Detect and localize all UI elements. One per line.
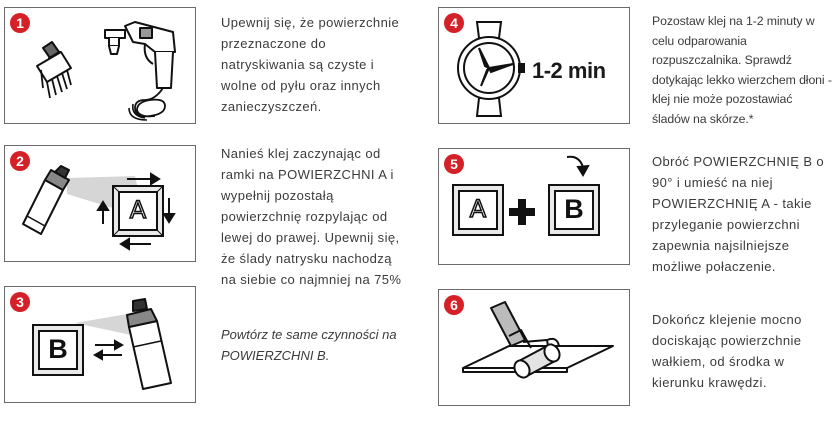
spray-can-icon [23, 166, 69, 234]
surface-b-letter: B [48, 334, 68, 364]
step-1-panel [4, 7, 196, 124]
duration-label: 1-2 min [532, 58, 606, 83]
step-4-text: Pozostaw klej na 1-2 minuty w celu odparowania rozpuszczalnika. Sprawdź dotykając lekko wierzchem dłoni - klej nie może pozostawiać śladów na skórze.* [652, 14, 832, 126]
surface-b-letter: B [564, 194, 584, 224]
arrows-icon [95, 341, 122, 359]
step-2-text: Nanieś klej zaczynając od ramki na POWIERZCHNI A i wypełnij pozostałą powierzchnię rozpylając od lewej do prawej. Upewnij się, że ślady natrysku nachodzą na siebie co najmniej na 75% [221, 146, 402, 287]
step-6-panel [438, 289, 630, 406]
rotate-arrow-icon [567, 157, 588, 175]
step-6-text: Dokończ klejenie mocno dociskając powierzchnie wałkiem, od środka w kierunku krawędzi. [652, 312, 802, 390]
step-3-illustration [5, 287, 197, 404]
brush-icon [37, 42, 71, 98]
spray-can-icon [127, 299, 171, 389]
step-3-text: Powtórz te same czynności na POWIERZCHNI B. [221, 327, 397, 363]
step-6-illustration [439, 290, 631, 407]
step-2-illustration [5, 146, 197, 263]
step-2-badge: 2 [10, 151, 30, 171]
surface-a-letter: A [469, 195, 487, 223]
roller-icon [463, 302, 613, 380]
step-3-panel [4, 286, 196, 403]
step-2-panel [4, 145, 196, 262]
step-4-panel [438, 7, 630, 124]
step-4-badge: 4 [444, 13, 464, 33]
step-5-text: Obróć POWIERZCHNIĘ B o 90° i umieść na niej POWIERZCHNIĘ A - takie przyleganie powierzchni zapewnia najsilniejsze możliwe połaczenie. [652, 154, 825, 274]
plus-icon [509, 199, 535, 225]
spray-gun-icon [105, 22, 175, 120]
watch-icon [458, 22, 524, 116]
step-1-badge: 1 [10, 13, 30, 33]
step-3-badge: 3 [10, 292, 30, 312]
step-1-text: Upewnij się, że powierzchnie przeznaczone do natryskiwania są czyste i wolne od pyłu oraz innych zanieczyszczeń. [221, 15, 400, 114]
step-6-badge: 6 [444, 295, 464, 315]
surface-a-letter: A [129, 196, 147, 224]
step-5-panel [438, 148, 630, 265]
step-1-illustration [5, 8, 197, 125]
step-5-badge: 5 [444, 154, 464, 174]
